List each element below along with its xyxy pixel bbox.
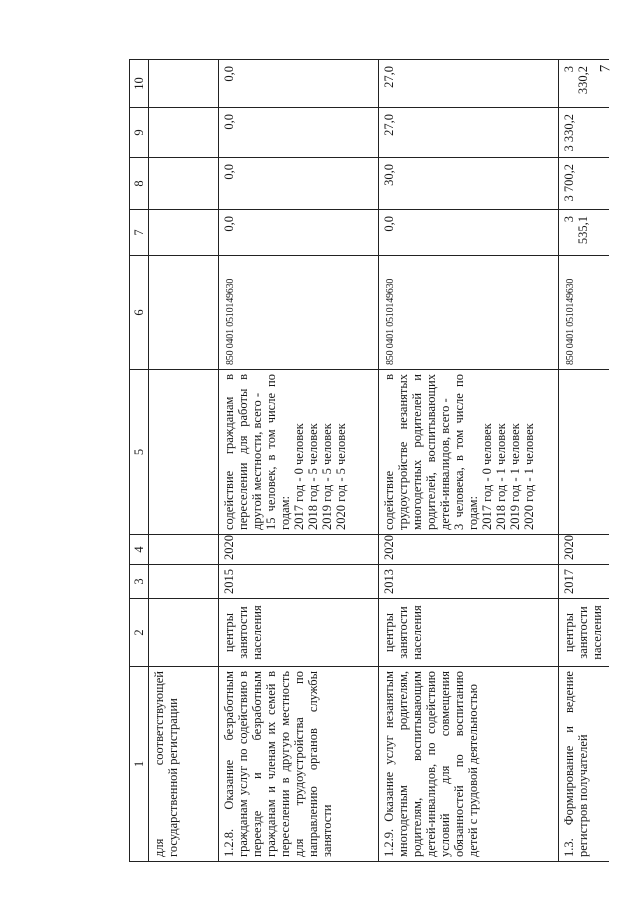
measure-name: 1.3. Формирование и ведение регистров получателей (559, 667, 609, 862)
header-col-6: 6 (130, 256, 149, 370)
table-row (379, 60, 559, 862)
header-col-4: 4 (130, 535, 149, 565)
value-2019: 27,0 (379, 108, 559, 158)
value-2019: 3 330,2 (559, 108, 609, 158)
value-2017: 0,0 (219, 210, 379, 256)
value-2017: 3 535,1 (559, 210, 609, 256)
start-year: 2013 (379, 565, 559, 599)
table-row (559, 60, 609, 862)
budget-code: 850 0401 0510149630 (379, 256, 559, 370)
result-line: 2017 год - 0 человек (292, 423, 306, 530)
budget-code (149, 256, 219, 370)
budget-code: 850 0401 0510149630 (559, 256, 609, 370)
expected-result (379, 370, 559, 535)
value-2017: 0,0 (379, 210, 559, 256)
executor: центры занятости населения (379, 599, 559, 667)
header-col-7: 7 (130, 210, 149, 256)
program-measures-table (129, 59, 609, 862)
header-col-1: 1 (130, 667, 149, 862)
result-line: 2020 год - 5 человек (334, 423, 348, 530)
measure-name: 1.2.8. Оказание безработным гражданам услуг по содействию в переезде и безработным гражданам и членам их семей в переселении в другую местность для трудоустройства по направлению органов службы занятости (219, 667, 379, 862)
executor (149, 599, 219, 667)
value-2018 (149, 158, 219, 210)
result-line: содействие в трудоустройстве незанятых многодетных родителей и родителей, воспитывающих детей-инвалидов, всего - (382, 374, 452, 530)
header-col-9: 9 (130, 108, 149, 158)
header-col-2: 2 (130, 599, 149, 667)
result-line: 2019 год - 1 человек (508, 423, 522, 530)
result-line: 2020 год - 1 человек (522, 423, 536, 530)
value-2020: 27,0 (379, 60, 559, 108)
value-2018: 3 700,2 (559, 158, 609, 210)
header-col-5: 5 (130, 370, 149, 535)
measure-name: для соответствующей государственной регистрации (149, 667, 219, 862)
header-col-3: 3 (130, 565, 149, 599)
value-2017 (149, 210, 219, 256)
end-year: 2020 (559, 535, 609, 565)
end-year: 2020 (219, 535, 379, 565)
result-line: 2019 год - 5 человек (320, 423, 334, 530)
table-row (219, 60, 379, 862)
header-row (130, 60, 149, 862)
header-col-10: 10 (130, 60, 149, 108)
table-row (149, 60, 219, 862)
expected-result (149, 370, 219, 535)
result-line: 15 человек, в том числе по годам: (264, 374, 292, 530)
result-line: 3 человека, в том числе по годам: (452, 374, 480, 530)
value-2018: 30,0 (379, 158, 559, 210)
result-line: 2017 год - 0 человек (480, 423, 494, 530)
value-2019 (149, 108, 219, 158)
budget-code: 850 0401 0510149630 (219, 256, 379, 370)
expected-result (559, 370, 609, 535)
start-year: 2015 (219, 565, 379, 599)
value-2020: 3 330,2 (559, 60, 609, 108)
value-2018: 0,0 (219, 158, 379, 210)
result-line: 2018 год - 5 человек (306, 423, 320, 530)
page-number: 7 (597, 64, 614, 73)
end-year (149, 535, 219, 565)
header-col-8: 8 (130, 158, 149, 210)
executor: центры занятости населения (559, 599, 609, 667)
result-line: 2018 год - 1 человек (494, 423, 508, 530)
start-year (149, 565, 219, 599)
measure-name: 1.2.9. Оказание услуг незанятым многодетным родителям, родителям, воспитывающим детей-инвалидов, по содействию условий для совмещения обязанностей по воспитанию детей с трудовой деятельностью (379, 667, 559, 862)
start-year: 2017 (559, 565, 609, 599)
value-2020: 0,0 (219, 60, 379, 108)
rotated-page-content (129, 60, 604, 862)
end-year: 2020 (379, 535, 559, 565)
expected-result (219, 370, 379, 535)
result-line: содействие гражданам в переселении для работы в другой местности, всего - (222, 374, 264, 530)
value-2019: 0,0 (219, 108, 379, 158)
value-2020 (149, 60, 219, 108)
executor: центры занятости населения (219, 599, 379, 667)
